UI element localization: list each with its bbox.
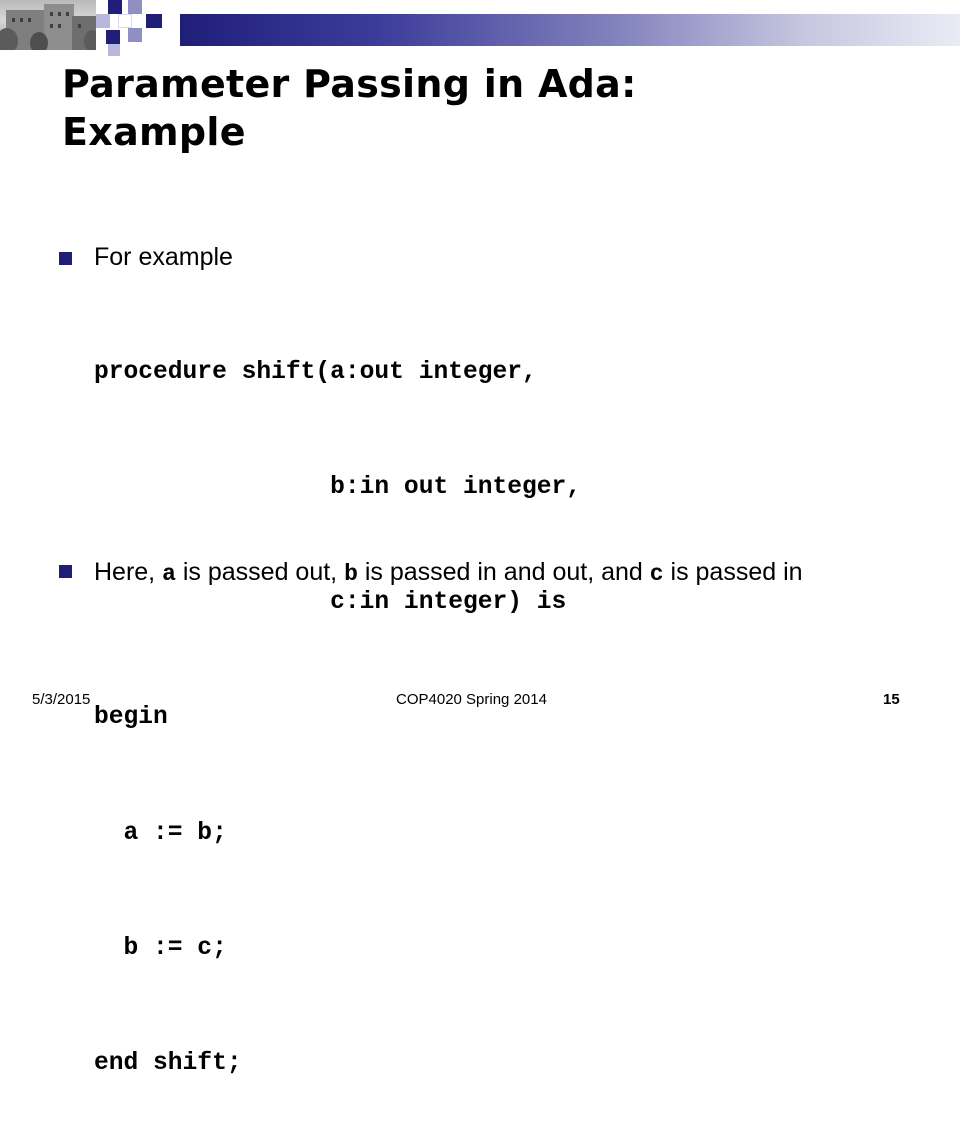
param-b: b [344, 561, 358, 587]
code-line: c:in integer) is [94, 589, 567, 617]
code-line: b := c; [94, 934, 227, 962]
footer-course: COP4020 Spring 2014 [396, 691, 547, 708]
text-run: is passed in [663, 558, 803, 586]
header-square-2 [128, 0, 142, 14]
code-line: end shift; [94, 1050, 242, 1078]
bullet-marker-2 [59, 565, 72, 578]
header-square-6 [106, 30, 120, 44]
slide-number: 15 [883, 691, 900, 708]
code-line: begin [94, 704, 168, 732]
param-c: c [649, 561, 664, 587]
bullet-marker-1 [59, 252, 72, 265]
param-a: a [162, 561, 176, 587]
code-line: procedure shift(a:out integer, [94, 358, 537, 386]
bullet-1-intro: For example [94, 243, 233, 271]
header-square-1 [108, 0, 122, 14]
header-square-4 [118, 14, 132, 28]
code-line: a := b; [94, 819, 227, 847]
header-square-5 [146, 14, 162, 28]
slide-title-line-1: Parameter Passing in Ada: [62, 62, 637, 106]
header-photo [0, 0, 96, 50]
bullet-2-text [94, 554, 894, 592]
slide-title [62, 60, 922, 156]
text-run: is passed out, [175, 558, 345, 586]
text-run: Here, [94, 558, 163, 586]
header-square-3 [96, 14, 110, 28]
header-square-7 [128, 28, 142, 42]
header-square-8 [108, 44, 120, 56]
slide-title-line-2: Example [62, 110, 246, 154]
code-line: b:in out integer, [94, 474, 582, 502]
footer-date: 5/3/2015 [32, 691, 91, 708]
text-run: is passed in and out, and [357, 558, 650, 586]
header-gradient-band [180, 14, 960, 46]
